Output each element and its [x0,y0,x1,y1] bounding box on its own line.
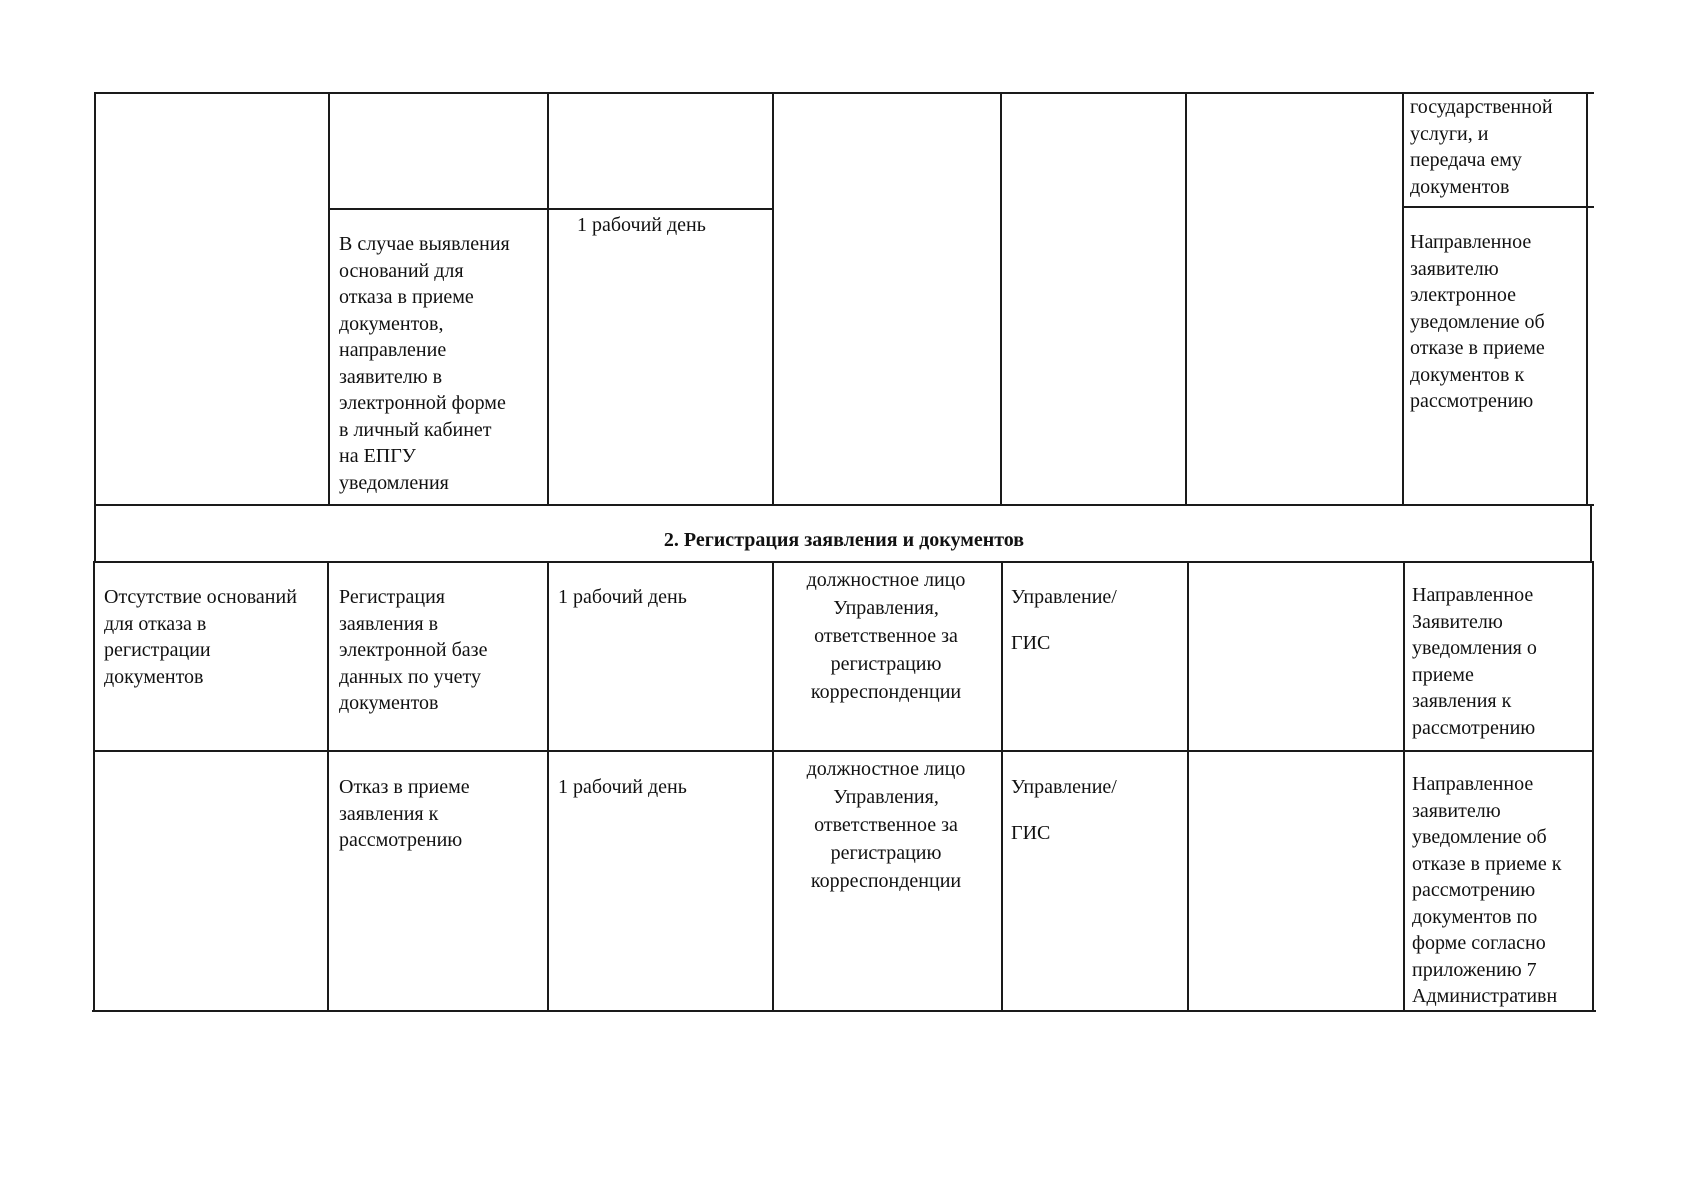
table-cell: 1 рабочий день [558,776,687,798]
section-title: 2. Регистрация заявления и документов [663,529,1025,551]
col-border [1403,561,1405,1012]
col-border [772,92,774,506]
table-cell: Направленное заявителю электронное уведомление об отказе в приеме документов к рассмотрению [1410,231,1545,412]
col-border [1185,92,1187,506]
col-border [93,561,95,1012]
table-cell: должностное лицо Управления, ответственное за регистрацию корреспонденции [806,758,966,892]
table-cell: Отказ в приеме заявления к рассмотрению [339,776,470,851]
table-bottom-border [92,1010,1596,1012]
col-border [547,561,549,1012]
col-border [1001,561,1003,1012]
section-bottom-border [94,561,1594,563]
table-cell: Отсутствие оснований для отказа в регистрации документов [104,586,297,688]
table-top-border [94,92,1594,94]
col-border [547,92,549,506]
table-cell: ГИС [1011,632,1051,654]
table-cell: Направленное Заявителю уведомления о приеме заявления к рассмотрению [1412,584,1537,739]
continuation-inner-border [329,208,773,210]
col-border [772,561,774,1012]
table-cell: 1 рабочий день [577,214,706,236]
table-cell: Управление/ [1011,586,1117,608]
col-border [327,561,329,1012]
continuation-right-border [1404,206,1594,208]
col-border [1187,561,1189,1012]
col-border [1000,92,1002,506]
table-cell: Направленное заявителю уведомление об отказе в приеме к рассмотрению документов по форме согласно приложению 7 Административн [1412,773,1562,1007]
col-border [1592,561,1594,1012]
table-cell: Управление/ [1011,776,1117,798]
row-divider [94,750,1594,752]
table-cell: Регистрация заявления в электронной базе данных по учету документов [339,586,488,714]
col-border [1402,92,1404,506]
col-border [94,92,96,506]
table-cell: должностное лицо Управления, ответственное за регистрацию корреспонденции [806,569,966,703]
table-cell: В случае выявления оснований для отказа в приеме документов, направление заявителю в электронной форме в личный кабинет на ЕПГУ уведомления [339,233,510,494]
col-border [328,92,330,506]
section-top-border [94,504,1594,506]
table-cell: ГИС [1011,822,1051,844]
table-cell: 1 рабочий день [558,586,687,608]
table-cell: государственной услуги, и передача ему документов [1410,96,1553,198]
